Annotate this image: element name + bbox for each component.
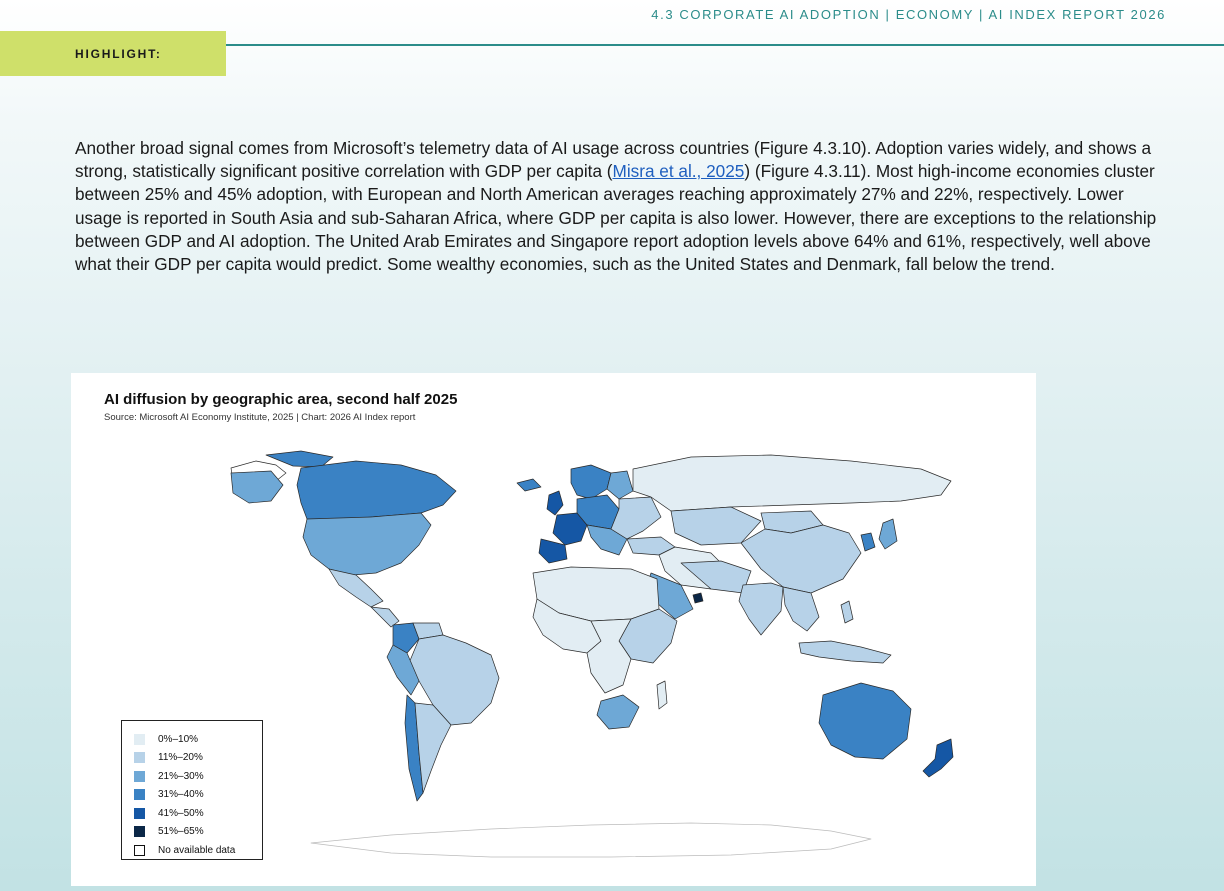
map-se-asia [783, 587, 819, 631]
legend-item [134, 786, 262, 805]
map-eastern-europe [611, 497, 661, 539]
legend-swatch [134, 826, 145, 837]
highlight-tab [0, 31, 226, 76]
map-south-africa [597, 695, 639, 729]
map-indonesia [799, 641, 891, 663]
highlight-divider [226, 44, 1224, 46]
map-canada [297, 461, 456, 521]
legend-label: 21%–30% [158, 770, 204, 782]
legend-label: 31%–40% [158, 789, 204, 801]
map-antarctica [311, 823, 871, 857]
legend-swatch [134, 752, 145, 763]
legend-item [134, 749, 262, 768]
map-alaska [231, 471, 283, 503]
legend-label: 0%–10% [158, 733, 199, 745]
legend-label: 51%–65% [158, 826, 204, 838]
legend-item [134, 823, 262, 842]
map-japan [879, 519, 897, 549]
map-new-zealand [923, 739, 953, 777]
legend-swatch [134, 771, 145, 782]
legend-swatch [134, 789, 145, 800]
legend-item [134, 841, 262, 860]
map-india [739, 583, 783, 635]
legend-label: No available data [158, 844, 236, 856]
figure-card [71, 373, 1036, 886]
map-arctic-islands [266, 451, 333, 467]
map-korea [861, 533, 875, 551]
map-iceland [517, 479, 541, 491]
figure-title: AI diffusion by geographic area, second half 2025 [104, 391, 458, 408]
map-usa [303, 513, 431, 575]
legend-swatch [134, 808, 145, 819]
legend-label: 11%–20% [158, 752, 203, 764]
map-central-america [371, 607, 399, 627]
legend-item [134, 730, 262, 749]
map-china [741, 525, 861, 593]
map-finland [607, 471, 633, 499]
figure-source: Source: Microsoft AI Economy Institute, 2025 | Chart: 2026 AI Index report [104, 412, 416, 423]
highlight-label: HIGHLIGHT: [75, 47, 162, 61]
map-uk [547, 491, 563, 515]
map-scandinavia [571, 465, 611, 499]
citation-link[interactable]: Misra et al., 2025 [612, 161, 745, 182]
running-head: 4.3 CORPORATE AI ADOPTION | ECONOMY | AI INDEX REPORT 2026 [651, 7, 1166, 22]
map-australia [819, 683, 911, 759]
legend-item [134, 804, 262, 823]
map-uae [693, 593, 703, 603]
body-text-part1: Another broad signal comes from Microsoft’s telemetry data of AI usage across countries (Figure 4.3.10). Adoption varies widely, and shows a strong, statistically significant positive correlation with GDP per capita ( [75, 138, 1152, 182]
map-mexico [329, 569, 383, 607]
body-paragraph [75, 137, 1175, 276]
legend-item [134, 767, 262, 786]
legend-swatch [134, 734, 145, 745]
body-text-part2: ) (Figure 4.3.11). Most high-income economies cluster between 25% and 45% adoption, with European and North American averages reaching approximately 27% and 22%, respectively. Lower usage is reported in South Asia and sub-Saharan Africa, where GDP per capita is also lower. However, there are exceptions to the relationship between GDP and AI adoption. The United Arab Emirates and Singapore report adoption levels above 64% and 61%, respectively, well above what their GDP per capita would predict. Some wealthy economies, such as the United States and Denmark, fall below the trend. [75, 161, 1157, 275]
legend-swatch [134, 845, 145, 856]
legend-label: 41%–50% [158, 807, 204, 819]
map-russia [633, 455, 951, 511]
map-madagascar [657, 681, 667, 709]
map-legend [121, 720, 263, 860]
map-philippines [841, 601, 853, 623]
